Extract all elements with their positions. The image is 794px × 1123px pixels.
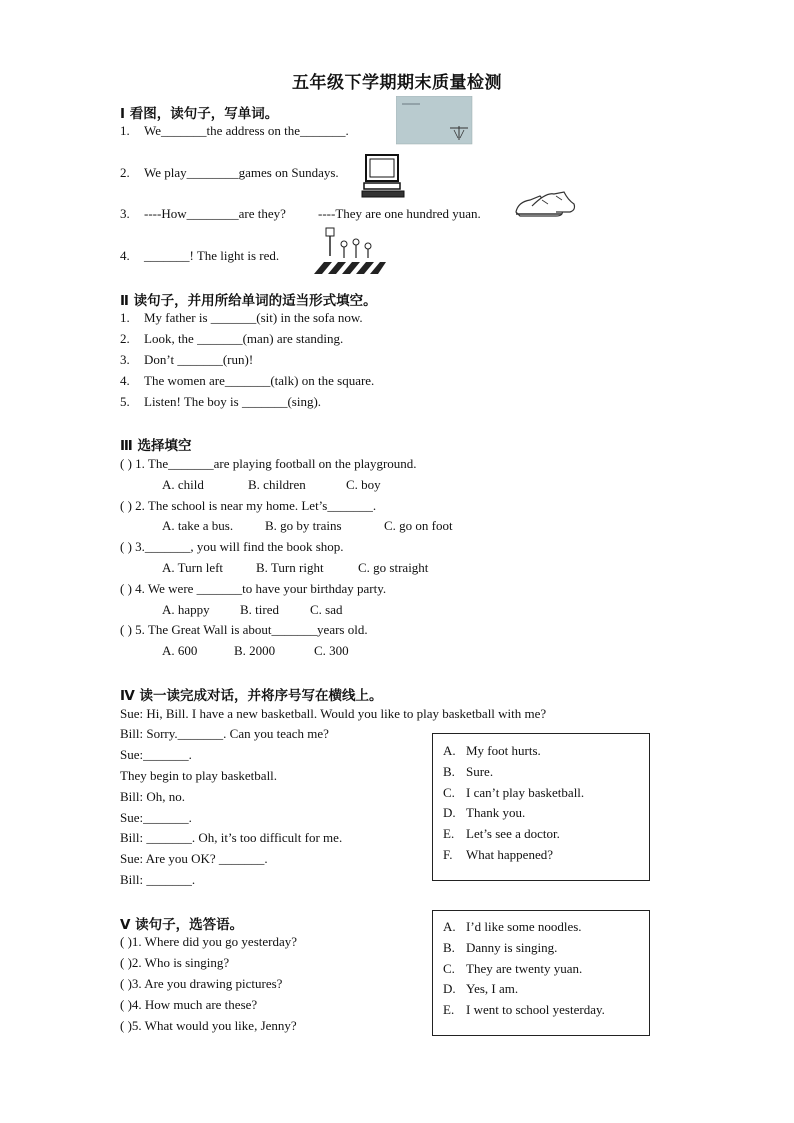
- s3-q5-option-c: C. 300: [314, 643, 349, 658]
- s2-text-4: The women are_______(talk) on the square.: [144, 373, 375, 388]
- dialogue-options-box: [432, 733, 650, 881]
- box5-label-e: E.: [443, 1002, 455, 1017]
- box4-text-a: My foot hurts.: [466, 743, 541, 758]
- s3-q2-option-b: B. go by trains: [265, 518, 342, 533]
- s5-question-2: ( )2. Who is singing?: [120, 955, 230, 970]
- page-title: 五年级下学期期末质量检测: [292, 73, 502, 93]
- s3-q2-option-a: A. take a bus.: [162, 518, 234, 533]
- s3-q5-option-b: B. 2000: [234, 643, 276, 658]
- s3-q2-option-c: C. go on foot: [384, 518, 453, 533]
- s3-q3-option-a: A. Turn left: [162, 560, 224, 575]
- s1-text-4: _______! The light is red.: [144, 248, 280, 263]
- s2-text-2: Look, the _______(man) are standing.: [144, 331, 344, 346]
- s3-q4-option-a: A. happy: [162, 602, 210, 617]
- box5-text-d: Yes, I am.: [466, 981, 519, 996]
- dialogue-line-2: Bill: Sorry._______. Can you teach me?: [120, 726, 329, 741]
- box5-text-e: I went to school yesterday.: [466, 1002, 605, 1017]
- envelope-icon: [396, 96, 474, 146]
- s3-q1-option-a: A. child: [162, 477, 204, 492]
- box4-text-e: Let’s see a doctor.: [466, 826, 560, 841]
- box4-label-d: D.: [443, 805, 456, 820]
- s1-num-1: 1.: [120, 123, 130, 138]
- s3-q1-option-c: C. boy: [346, 477, 381, 492]
- s3-question-4: ( ) 4. We were _______to have your birthday party.: [120, 581, 387, 596]
- s3-q3-option-b: B. Turn right: [256, 560, 324, 575]
- dialogue-line-4: They begin to play basketball.: [120, 768, 278, 783]
- sneakers-icon: [512, 186, 578, 222]
- section-2-heading: Ⅱ 读句子，并用所给单词的适当形式填空。: [120, 293, 377, 309]
- s2-text-5: Listen! The boy is _______(sing).: [144, 394, 322, 409]
- s3-q5-option-a: A. 600: [162, 643, 198, 658]
- box5-text-a: I’d like some noodles.: [466, 919, 582, 934]
- s2-text-3: Don’t _______(run)!: [144, 352, 254, 367]
- s2-num-4: 4.: [120, 373, 130, 388]
- s5-question-3: ( )3. Are you drawing pictures?: [120, 976, 283, 991]
- s3-q4-option-b: B. tired: [240, 602, 279, 617]
- box5-label-c: C.: [443, 961, 455, 976]
- s1-text-1: We_______the address on the_______.: [144, 123, 349, 138]
- dialogue-line-6: Sue:_______.: [120, 810, 192, 825]
- section-1-heading: Ⅰ 看图，读句子，写单词。: [120, 106, 279, 122]
- dialogue-line-9: Bill: _______.: [120, 872, 196, 887]
- box5-text-b: Danny is singing.: [466, 940, 558, 955]
- section-5-heading: Ⅴ 读句子，选答语。: [120, 917, 244, 933]
- s2-num-1: 1.: [120, 310, 130, 325]
- s3-question-2: ( ) 2. The school is near my home. Let’s_______.: [120, 498, 377, 513]
- s2-text-1: My father is _______(sit) in the sofa now.: [144, 310, 363, 325]
- s3-q3-option-c: C. go straight: [358, 560, 429, 575]
- dialogue-line-1: Sue: Hi, Bill. I have a new basketball. Would you like to play basketball with me?: [120, 706, 547, 721]
- box5-label-a: A.: [443, 919, 456, 934]
- box5-label-b: B.: [443, 940, 455, 955]
- crosswalk-icon: [310, 226, 388, 278]
- box4-text-d: Thank you.: [466, 805, 526, 820]
- s1-text-3: ----How________are they?: [144, 206, 286, 221]
- answer-options-box: [432, 910, 650, 1036]
- box4-label-a: A.: [443, 743, 456, 758]
- box4-text-c: I can’t play basketball.: [466, 785, 585, 800]
- computer-icon: [360, 153, 406, 199]
- section-4-heading: Ⅳ 读一读完成对话，并将序号写在横线上。: [120, 688, 383, 704]
- box4-label-e: E.: [443, 826, 455, 841]
- s2-num-2: 2.: [120, 331, 130, 346]
- s1-text-3-answer: ----They are one hundred yuan.: [318, 206, 481, 221]
- s3-question-1: ( ) 1. The_______are playing football on the playground.: [120, 456, 417, 471]
- s5-question-5: ( )5. What would you like, Jenny?: [120, 1018, 297, 1033]
- box4-label-c: C.: [443, 785, 455, 800]
- s2-num-5: 5.: [120, 394, 130, 409]
- s2-num-3: 3.: [120, 352, 130, 367]
- s1-num-3: 3.: [120, 206, 130, 221]
- section-3-heading: Ⅲ 选择填空: [120, 438, 192, 454]
- dialogue-line-8: Sue: Are you OK? _______.: [120, 851, 268, 866]
- s1-num-4: 4.: [120, 248, 130, 263]
- s3-question-5: ( ) 5. The Great Wall is about_______years old.: [120, 622, 368, 637]
- dialogue-line-5: Bill: Oh, no.: [120, 789, 186, 804]
- dialogue-line-7: Bill: _______. Oh, it’s too difficult for me.: [120, 830, 343, 845]
- box4-text-b: Sure.: [466, 764, 494, 779]
- s5-question-1: ( )1. Where did you go yesterday?: [120, 934, 298, 949]
- s3-q1-option-b: B. children: [248, 477, 306, 492]
- s5-question-4: ( )4. How much are these?: [120, 997, 258, 1012]
- box5-text-c: They are twenty yuan.: [466, 961, 583, 976]
- box5-label-d: D.: [443, 981, 456, 996]
- s3-question-3: ( ) 3._______, you will find the book shop.: [120, 539, 344, 554]
- s3-q4-option-c: C. sad: [310, 602, 343, 617]
- s1-text-2: We play________games on Sundays.: [144, 165, 339, 180]
- dialogue-line-3: Sue:_______.: [120, 747, 192, 762]
- box4-text-f: What happened?: [466, 847, 553, 862]
- box4-label-f: F.: [443, 847, 453, 862]
- box4-label-b: B.: [443, 764, 455, 779]
- s1-num-2: 2.: [120, 165, 130, 180]
